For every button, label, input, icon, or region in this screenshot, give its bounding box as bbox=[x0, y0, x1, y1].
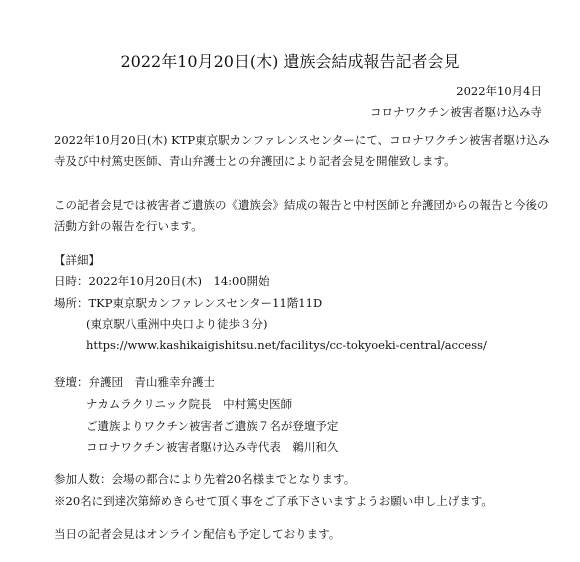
online-notice: 当日の記者会見はオンライン配信も予定しております。 bbox=[54, 527, 341, 541]
details-heading: 【詳細】 bbox=[54, 253, 100, 267]
speaker-line-1: 登壇：弁護団 青山雅幸弁護士 bbox=[54, 375, 215, 389]
event-datetime: 日時：2022年10月20日(木) 14:00開始 bbox=[54, 274, 270, 288]
event-place: 場所：TKP東京駅カンファレンスセンター11階11D bbox=[54, 296, 323, 310]
speaker-line-3: ご遺族よりワクチン被害者ご遺族７名が登壇予定 bbox=[86, 419, 339, 433]
participants-note: ※20名に到達次第締めきらせて頂く事をご了承下さいますようお願い申し上げます。 bbox=[54, 494, 493, 508]
purpose-paragraph: この記者会見では被害者ご遺族の《遺族会》結成の報告と中村医師と弁護団からの報告と今後の活動方針の報告を行います。 bbox=[54, 198, 549, 233]
access-url-link[interactable]: https://www.kashikaigishitsu.net/facilitys/cc-tokyoeki-central/access/ bbox=[86, 338, 487, 352]
access-info: (東京駅八重洲中央口より徒歩３分) bbox=[86, 317, 268, 331]
release-date: 2022年10月4日 bbox=[456, 84, 542, 98]
intro-paragraph: 2022年10月20日(木) KTP東京駅カンファレンスセンターにて、コロナワクチン被害者駆け込み寺及び中村篤史医師、青山弁護士との弁護団により記者会見を開催致します。 bbox=[54, 133, 550, 168]
document-title: 2022年10月20日(木) 遺族会結成報告記者会見 bbox=[120, 52, 460, 71]
access-url bbox=[86, 338, 487, 353]
participants-limit: 参加人数：会場の都合により先着20名様までとなります。 bbox=[54, 472, 356, 486]
speaker-line-4: コロナワクチン被害者駆け込み寺代表 鵜川和久 bbox=[86, 440, 339, 454]
speaker-line-2: ナカムラクリニック院長 中村篤史医師 bbox=[86, 397, 293, 411]
organization-name: コロナワクチン被害者駆け込み寺 bbox=[370, 105, 542, 119]
